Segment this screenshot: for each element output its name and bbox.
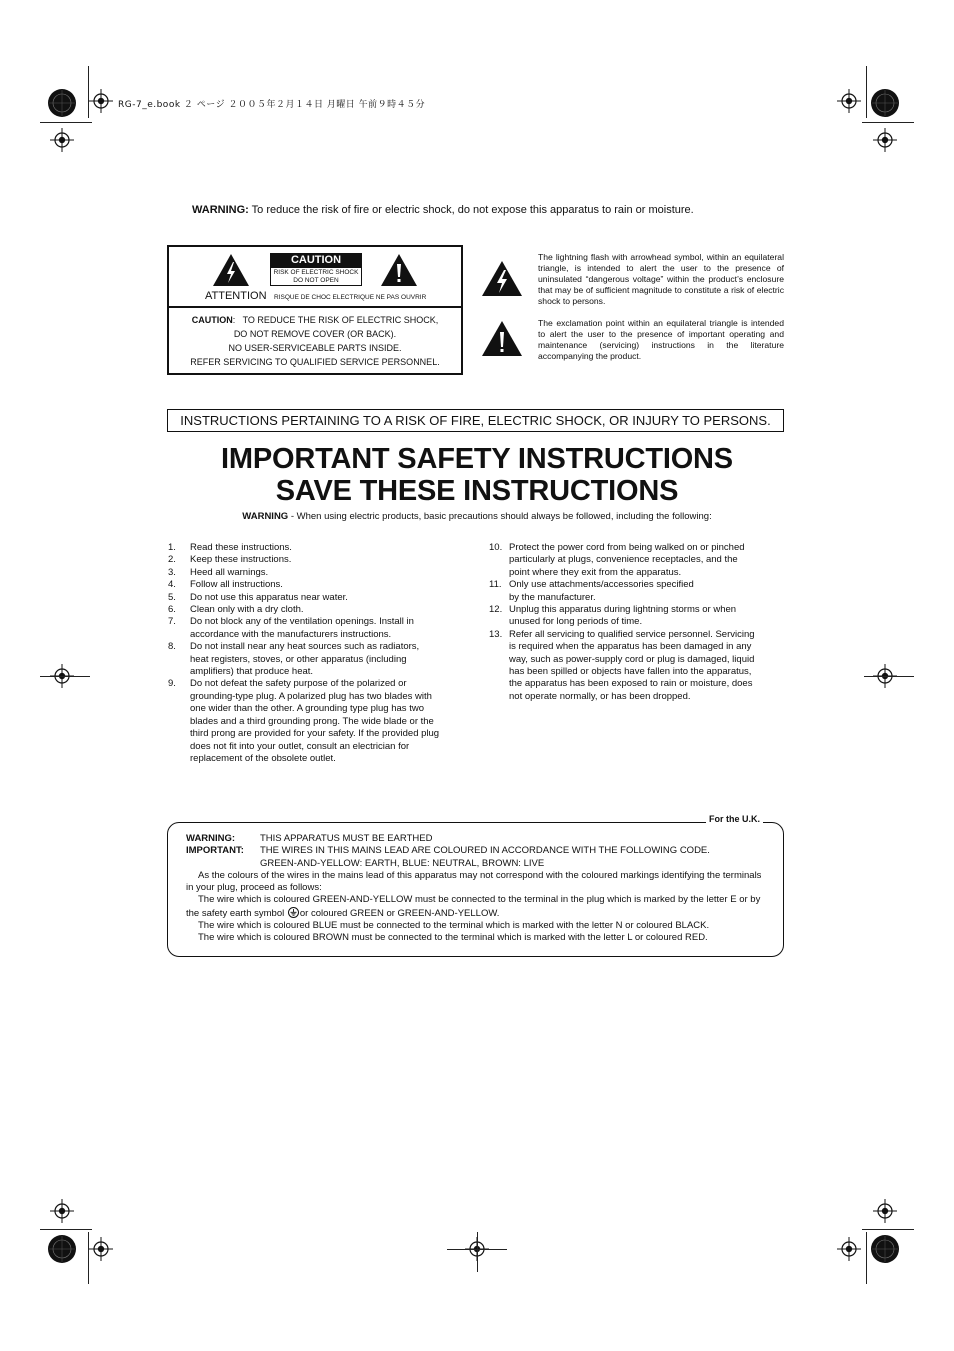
list-item-line: is required when the apparatus has been damaged in any <box>509 641 752 653</box>
caution-line-1: TO REDUCE THE RISK OF ELECTRIC SHOCK, <box>242 315 439 325</box>
crop-line <box>477 1232 478 1272</box>
list-item-number: 11. <box>489 579 502 591</box>
lightning-symbol-icon <box>481 260 523 297</box>
caution-divider <box>169 306 461 308</box>
top-warning <box>192 204 694 216</box>
registration-target-icon <box>869 1233 901 1265</box>
crop-line <box>40 122 92 123</box>
crop-line <box>40 676 90 677</box>
list-item-line: accordance with the manufacturers instructions. <box>190 628 392 640</box>
list-item-line: way, such as power-supply cord or plug is damaged, liquid <box>509 653 755 665</box>
list-item-line: Heed all warnings. <box>190 566 269 578</box>
list-item-line: Keep these instructions. <box>190 554 292 566</box>
list-item-line: Read these instructions. <box>190 542 292 553</box>
registration-target-icon <box>869 1195 901 1227</box>
list-item <box>168 567 478 579</box>
registration-target-icon <box>869 124 901 156</box>
instructions-bar: INSTRUCTIONS PERTAINING TO A RISK OF FIRE, ELECTRIC SHOCK, OR INJURY TO PERSONS. <box>167 409 784 432</box>
list-item-line: Do not install near any heat sources such as radiators, <box>190 641 420 653</box>
exclamation-warning-icon <box>380 253 418 287</box>
registration-target-icon <box>46 124 78 156</box>
list-item-line: replacement of the obsolete outlet. <box>190 752 336 764</box>
list-item-line: third prong are provided for your safety. If the provided plug <box>190 728 440 740</box>
attention-french-text: RISQUE DE CHOC ELECTRIQUE NE PAS OUVRIR <box>274 294 427 301</box>
list-item-number: 5. <box>168 591 176 603</box>
caution-label: CAUTION <box>270 253 362 267</box>
list-item-line: blades and a third grounding prong. The wide blade or the <box>190 715 434 727</box>
caution-sub-line-2: DO NOT OPEN <box>293 277 339 284</box>
list-item-number: 13. <box>489 628 503 640</box>
attention-label: ATTENTION <box>205 290 267 302</box>
uk-important-row <box>186 845 766 870</box>
list-item-line: the apparatus has been exposed to rain or moisture, does <box>509 678 753 690</box>
list-item-line: Refer all servicing to qualified service personnel. Servicing <box>509 628 755 640</box>
list-item-number: 1. <box>168 542 176 553</box>
caution-line-4: REFER SERVICING TO QUALIFIED SERVICE PERSONNEL. <box>190 357 440 367</box>
list-item-line: amplifiers) that produce heat. <box>190 666 314 678</box>
instructions-list-left <box>168 542 478 765</box>
list-item <box>168 579 478 591</box>
lightning-warning-icon <box>212 253 250 287</box>
sub-warning-text: - When using electric products, basic precautions should always be followed, including the following: <box>288 511 712 522</box>
list-item <box>168 542 478 554</box>
list-item-number: 4. <box>168 579 176 591</box>
list-item-number: 7. <box>168 616 176 628</box>
list-item-line: Follow all instructions. <box>190 579 283 591</box>
page-title-line-1: IMPORTANT SAFETY INSTRUCTIONS <box>221 443 733 475</box>
uk-paragraph-2a: The wire which is coloured GREEN-AND-YELLOW must be connected to the terminal in the plug which is marked by the letter E or by the safety earth symbol <box>186 894 761 919</box>
list-item-number: 2. <box>168 554 176 566</box>
uk-important-line-2: GREEN-AND-YELLOW: EARTH, BLUE: NEUTRAL, BROWN: LIVE <box>260 857 545 869</box>
exclamation-symbol-text: The exclamation point within an equilateral triangle is intended to alert the user to the presence of important operating and maintenance (servicing) instructions in the literature accompanying the product. <box>538 318 784 361</box>
uk-warning-label: WARNING: <box>186 833 236 844</box>
crop-line <box>866 1232 867 1284</box>
uk-important-line-1: THE WIRES IN THIS MAINS LEAD ARE COLOURED IN ACCORDANCE WITH THE FOLLOWING CODE. <box>260 845 710 857</box>
uk-notice-box <box>167 814 784 957</box>
earth-symbol-icon <box>288 907 299 918</box>
instructions-list-right <box>489 542 789 703</box>
top-warning-text: To reduce the risk of fire or electric shock, do not expose this apparatus to rain or moisture. <box>248 204 694 216</box>
list-item-line: Clean only with a dry cloth. <box>190 604 304 616</box>
sub-warning <box>0 511 954 522</box>
list-item-line: Unplug this apparatus during lightning storms or when <box>509 604 737 616</box>
crop-line <box>862 1229 914 1230</box>
registration-target-icon <box>46 87 78 119</box>
list-item <box>168 678 478 765</box>
caution-text <box>169 313 461 369</box>
list-item <box>489 629 789 703</box>
list-item-line: does not fit into your outlet, consult an electrician for <box>190 740 410 752</box>
crop-line <box>862 122 914 123</box>
list-item-line: particularly at plugs, convenience receptacles, and the <box>509 554 738 566</box>
file-info-header: RG-7_e.book ２ ページ ２００５年２月１４日 月曜日 午前９時４５分 <box>118 100 426 110</box>
uk-warning-text: THIS APPARATUS MUST BE EARTHED <box>260 833 433 844</box>
caution-text-label: CAUTION <box>191 315 233 325</box>
list-item-line: one wider than the other. A grounding type plug has two <box>190 703 424 715</box>
crop-line <box>864 676 914 677</box>
list-item <box>489 542 789 579</box>
list-item-number: 9. <box>168 678 176 690</box>
registration-target-icon <box>85 85 117 117</box>
list-item-line: not operate normally, or has been dropped. <box>509 690 691 702</box>
list-item-number: 10. <box>489 542 503 553</box>
exclamation-symbol-icon <box>481 320 523 357</box>
uk-paragraph-2b: or coloured GREEN or GREEN-AND-YELLOW. <box>299 907 500 919</box>
caution-sub-line-1: RISK OF ELECTRIC SHOCK <box>273 269 359 276</box>
caution-box <box>167 245 463 375</box>
list-item-line: by the manufacturer. <box>509 591 596 603</box>
uk-content <box>186 833 766 945</box>
uk-important-label: IMPORTANT: <box>186 845 244 857</box>
caution-line-3: NO USER-SERVICEABLE PARTS INSIDE. <box>228 343 402 353</box>
list-item-line: grounding-type plug. A polarized plug has two blades with <box>190 690 432 702</box>
list-item-line: heat registers, stoves, or other apparatus (including <box>190 653 407 665</box>
list-item-number: 3. <box>168 566 176 578</box>
uk-paragraph-3: The wire which is coloured BLUE must be connected to the terminal which is marked with the letter N or coloured BLACK. <box>198 920 710 932</box>
list-item <box>168 641 478 678</box>
list-item-line: Only use attachments/accessories specified <box>509 579 694 591</box>
list-item-number: 8. <box>168 641 176 653</box>
crop-line <box>866 66 867 118</box>
top-warning-label: WARNING: <box>192 204 249 216</box>
lightning-symbol-text: The lightning flash with arrowhead symbol, within an equilateral triangle, is intended to alert the user to the presence of uninsulated “dangerous voltage” within the product’s enclosure that may be of sufficient magnitude to constitute a risk of electric shock to persons. <box>538 252 784 306</box>
list-item <box>168 616 478 641</box>
registration-target-icon <box>833 1233 865 1265</box>
uk-warning-row <box>186 833 766 845</box>
list-item <box>168 554 478 566</box>
list-item-line: Do not defeat the safety purpose of the polarized or <box>190 678 407 690</box>
list-item <box>168 604 478 616</box>
caution-sub-label <box>270 267 362 286</box>
list-item-line: unused for long periods of time. <box>509 616 643 628</box>
page-title-line-2: SAVE THESE INSTRUCTIONS <box>275 475 679 507</box>
list-item-line: Do not use this apparatus near water. <box>190 591 348 603</box>
registration-target-icon <box>833 85 865 117</box>
crop-line <box>40 1229 92 1230</box>
registration-target-icon <box>46 1233 78 1265</box>
uk-paragraph-2 <box>186 894 766 920</box>
uk-paragraph-4: The wire which is coloured BROWN must be connected to the terminal which is marked with the letter L or coloured RED. <box>198 932 708 944</box>
list-item-number: 6. <box>168 604 176 616</box>
list-item <box>489 604 789 629</box>
caution-line-2: DO NOT REMOVE COVER (OR BACK). <box>233 329 397 339</box>
list-item-line: Protect the power cord from being walked on or pinched <box>509 542 745 553</box>
uk-tag: For the U.K. <box>706 814 763 824</box>
list-item-line: Do not block any of the ventilation openings. Install in <box>190 616 414 628</box>
caution-text-colon: : <box>232 315 236 325</box>
list-item <box>168 592 478 604</box>
uk-important-text <box>260 845 766 870</box>
sub-warning-label: WARNING <box>242 511 289 522</box>
registration-target-icon <box>85 1233 117 1265</box>
registration-target-icon <box>869 87 901 119</box>
list-item-number: 12. <box>489 604 503 616</box>
list-item <box>489 579 789 604</box>
uk-paragraph-1: As the colours of the wires in the mains lead of this apparatus may not correspond with the coloured markings identifying the terminals in your plug, proceed as follows: <box>186 869 762 894</box>
list-item-line: point where they exit from the apparatus. <box>509 566 682 578</box>
list-item-line: has been spilled or objects have fallen into the apparatus, <box>509 666 752 678</box>
registration-target-icon <box>46 1195 78 1227</box>
